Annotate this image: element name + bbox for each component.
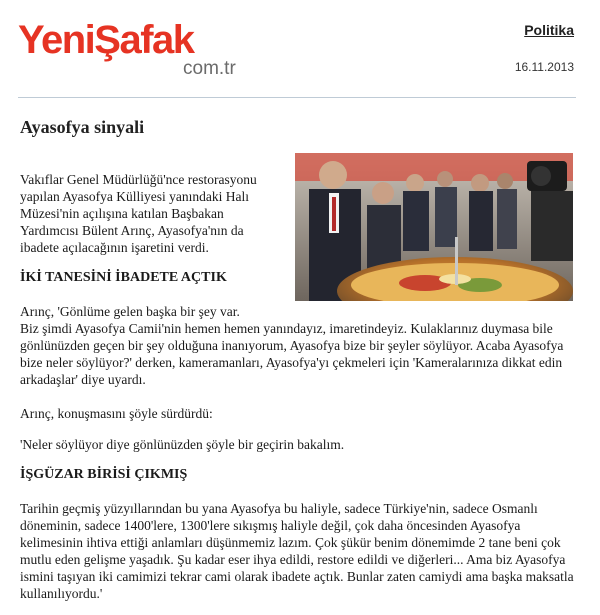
logo-domain: com.tr: [183, 58, 236, 79]
article-lead: Vakıflar Genel Müdürlüğü'nce restorasyonu yapılan Ayasofya Külliyesi yanındaki Halı Müzesi'nin açılışına katılan Başbakan Yardımcısı Bülent Arınç, Ayasofya'nın da ibadete açılacağının işaretini verdi.: [20, 172, 257, 255]
section-link[interactable]: Politika: [524, 22, 574, 38]
header-divider: [18, 97, 576, 98]
subheading-2: İŞGÜZAR BİRİSİ ÇIKMIŞ: [20, 467, 188, 482]
paragraph-4: Tarihin geçmiş yüzyıllarından bu yana Ayasofya bu haliyle, sadece Türkiye'nin, sadece Osmanlı döneminin, sadece 1400'lere, 1300'lere sıkışmış haliyle değil, çok daha öncesinden Ayasofya kelimesinin ihtiva ettiği anlamları düşünmemiz lazım. Çok şükür benim dönemimde 2 tane beni çok mutlu eden gelişme yaşadık. Şu kadar eser ihya edildi, restore edildi ve diğerleri... Ama biz Ayasofya ismini taşıyan iki camimizi tekrar cami olarak ibadete açtık. Bunlar zaten camiydi ama başka maksatla kullanılıyordu.': [20, 501, 574, 601]
photo-illustration: [295, 153, 573, 301]
paragraph-1-intro: Arınç, 'Gönlüme gelen başka bir şey var.: [20, 304, 240, 319]
logo-wordmark: YeniŞafak: [18, 18, 194, 62]
subheading-1: İKİ TANESİNİ İBADETE AÇTIK: [20, 270, 227, 285]
paragraph-2: Arınç, konuşmasını şöyle sürdürdü:: [20, 406, 213, 421]
article-photo: [295, 153, 573, 301]
publish-date: 16.11.2013: [514, 60, 574, 74]
site-logo[interactable]: [18, 18, 258, 80]
paragraph-3: 'Neler söylüyor diye gönlünüzden şöyle bir geçirin bakalım.: [20, 437, 345, 452]
article-title: Ayasofya sinyali: [20, 117, 145, 137]
paragraph-1: Biz şimdi Ayasofya Camii'nin hemen hemen yanındayız, imaretindeyiz. Kulaklarınız duymasa bile gönlünüzden geçen bir şey olduğuna inanıyorum, Ayasofya bize bir şeyler söylüyor. Acaba Ayasofya bize neler söylüyor?' derken, kameramanları, Ayasofya'yı çekmeleri için 'Kameralarınıza dikkat edin arkadaşlar' diye uyardı.: [20, 321, 564, 387]
